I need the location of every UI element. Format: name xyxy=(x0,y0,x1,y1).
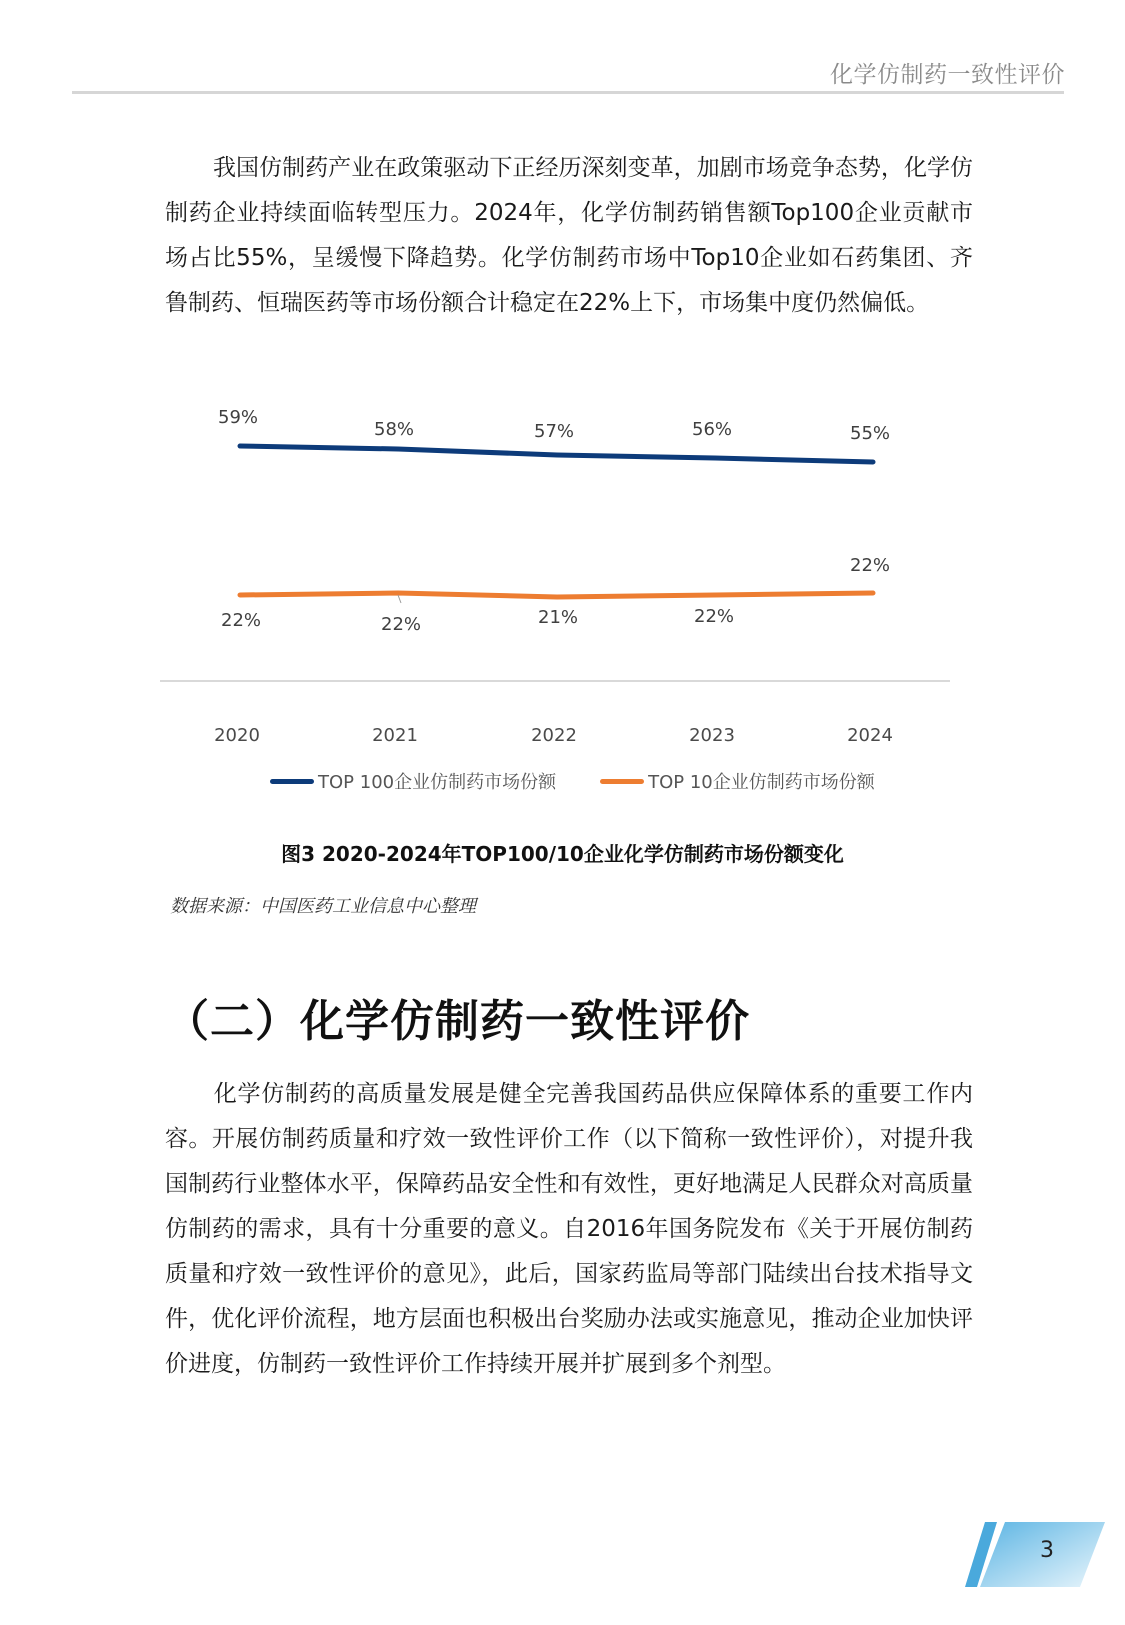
x-tick-2022: 2022 xyxy=(531,725,577,746)
legend-label-top10: TOP 10企业仿制药市场份额 xyxy=(648,772,875,793)
x-tick-2020: 2020 xyxy=(214,725,260,746)
top100-label-2023: 56% xyxy=(691,419,733,440)
legend-swatch-top100-icon xyxy=(270,779,314,784)
chart-legend xyxy=(270,768,875,794)
intro-paragraph-text: 我国仿制药产业在政策驱动下正经历深刻变革，加剧市场竞争态势，化学仿制药企业持续面临转型压力。2024年，化学仿制药销售额Top100企业贡献市场占比55%，呈缓慢下降趋势。化学仿制药市场中Top10企业如石药集团、齐鲁制药、恒瑞医药等市场份额合计稳定在22%上下，市场集中度仍然偏低。 xyxy=(165,155,973,316)
top100-label-2024: 55% xyxy=(849,423,891,444)
consistency-evaluation-paragraph-text: 化学仿制药的高质量发展是健全完善我国药品供应保障体系的重要工作内容。开展仿制药质量和疗效一致性评价工作（以下简称一致性评价），对提升我国制药行业整体水平，保障药品安全性和有效性，更好地满足人民群众对高质量仿制药的需求，具有十分重要的意义。自2016年国务院发布《关于开展仿制药质量和疗效一致性评价的意见》，此后，国家药监局等部门陆续出台技术指导文件，优化评价流程，地方层面也积极出台奖励办法或实施意见，推动企业加快评价进度，仿制药一致性评价工作持续开展并扩展到多个剂型。 xyxy=(165,1081,973,1377)
x-tick-2021: 2021 xyxy=(372,725,418,746)
top100-label-2022: 57% xyxy=(533,421,575,442)
top10-label-2022: 21% xyxy=(537,607,579,628)
page-number: 3 xyxy=(1040,1538,1054,1563)
section-heading: （二）化学仿制药一致性评价 xyxy=(165,996,750,1047)
top10-label-2021: 22% xyxy=(380,614,422,635)
x-tick-2024: 2024 xyxy=(847,725,893,746)
legend-item-top100 xyxy=(270,768,556,794)
top10-series-line xyxy=(240,593,873,597)
legend-label-top100: TOP 100企业仿制药市场份额 xyxy=(318,772,557,793)
page-corner-decoration-icon xyxy=(965,1522,1105,1587)
market-share-line-chart xyxy=(160,400,995,800)
top10-label-2020: 22% xyxy=(220,610,262,631)
consistency-evaluation-paragraph xyxy=(165,1072,973,1387)
x-tick-2023: 2023 xyxy=(689,725,735,746)
figure-caption: 图3 2020-2024年TOP100/10企业化学仿制药市场份额变化 xyxy=(281,842,844,866)
top100-label-2020: 59% xyxy=(217,407,259,428)
top100-label-2021: 58% xyxy=(373,419,415,440)
running-header-title: 化学仿制药一致性评价 xyxy=(830,62,1065,88)
top10-label-2023: 22% xyxy=(693,606,735,627)
intro-paragraph xyxy=(165,146,973,326)
top10-label-2024: 22% xyxy=(849,555,891,576)
top100-series-line xyxy=(240,446,873,462)
label-leader-line xyxy=(398,595,401,603)
legend-swatch-top10-icon xyxy=(600,779,644,784)
data-source-note: 数据来源：中国医药工业信息中心整理 xyxy=(170,896,476,917)
header-divider xyxy=(72,91,1064,94)
legend-item-top10 xyxy=(600,768,875,794)
